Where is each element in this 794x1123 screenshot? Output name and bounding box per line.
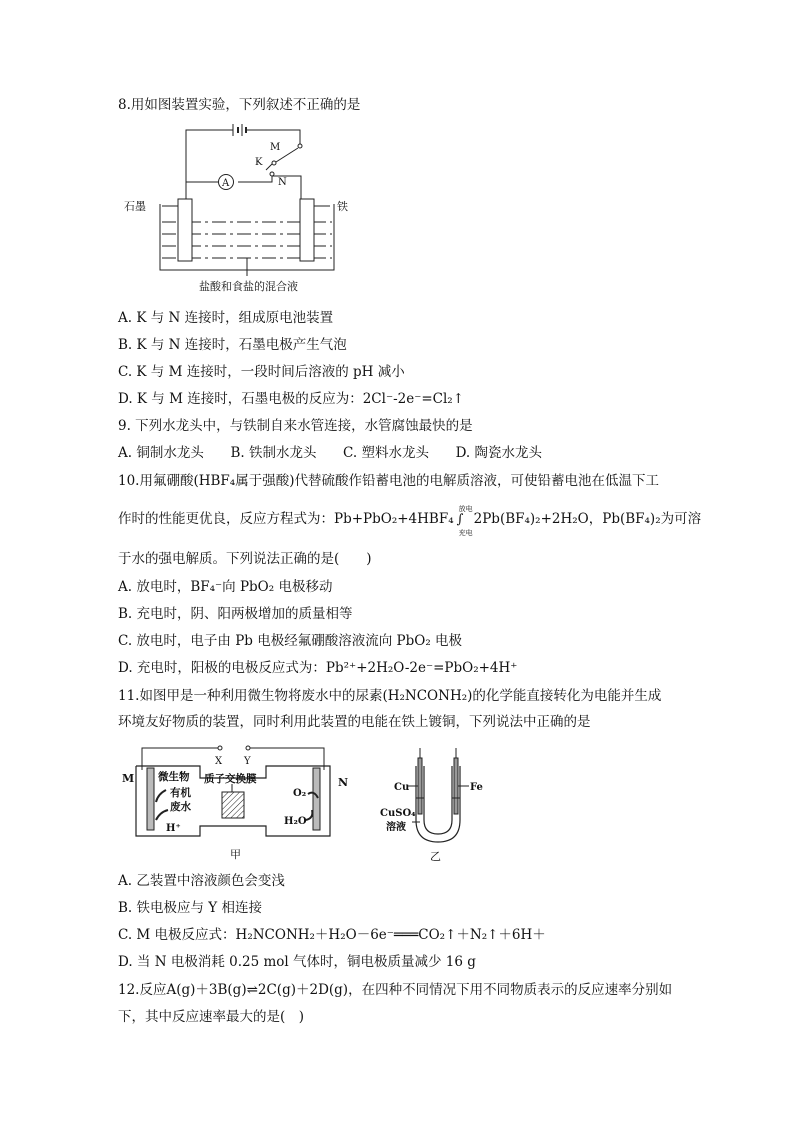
q11-fig-jia-microbial-cell — [118, 738, 348, 864]
q10-option-b: B. 充电时，阴、阳两极增加的质量相等 — [118, 606, 353, 622]
svg-text:废水: 废水 — [170, 801, 191, 813]
q8-option-c: C. K 与 M 连接时，一段时间后溶液的 pH 减小 — [118, 364, 405, 380]
electrode-n — [313, 768, 320, 830]
q8-option-b: B. K 与 N 连接时，石墨电极产生气泡 — [118, 337, 347, 353]
q12-line2: 下，其中反应速率最大的是( ) — [118, 1009, 305, 1025]
svg-text:铁: 铁 — [337, 200, 348, 213]
svg-text:石墨: 石墨 — [124, 200, 146, 213]
q11-option-c: C. M 电极反应式：H₂NCONH₂＋H₂O－6e⁻═══CO₂↑＋N₂↑＋6H＋ — [118, 927, 546, 943]
q11-line2: 环境友好物质的装置，同时利用此装置的电能在铁上镀铜，下列说法中正确的是 — [118, 714, 591, 730]
q8-electrolysis-diagram — [118, 118, 378, 298]
svg-text:H₂O: H₂O — [284, 816, 307, 827]
proton-exchange-membrane — [222, 792, 244, 818]
svg-text:Cu: Cu — [394, 782, 410, 793]
q11-option-a: A. 乙装置中溶液颜色会变浅 — [118, 873, 285, 889]
q12-line1: 12.反应A(g)＋3B(g)⇌2C(g)＋2D(g)，在四种不同情况下用不同物质表示的反应速率分别如 — [118, 982, 673, 998]
q10-line2: 作时的性能更优良，反应方程式为：Pb+PbO₂+4HBF₄ 放电 ∫ 充电 2Pb(BF₄)₂+2H₂O，Pb(BF₄)₂为可溶 — [118, 504, 702, 537]
reversible-arrow-icon: 放电 ∫ 充电 — [456, 504, 473, 537]
q9-options — [118, 444, 542, 462]
svg-text:X: X — [215, 756, 223, 767]
q11-option-b: B. 铁电极应与 Y 相连接 — [118, 900, 262, 916]
q10-option-d: D. 充电时，阳极的电极反应式为：Pb²⁺+2H₂O-2e⁻=PbO₂+4H⁺ — [118, 660, 518, 676]
svg-text:K: K — [255, 157, 263, 168]
svg-text:N: N — [278, 177, 287, 188]
svg-text:溶液: 溶液 — [386, 822, 406, 833]
graphite-electrode — [178, 199, 192, 261]
q9-stem: 9. 下列水龙头中，与铁制自来水管连接，水管腐蚀最快的是 — [118, 418, 473, 434]
q9-option-c: C. 塑料水龙头 — [343, 445, 429, 461]
q8-stem: 8.用如图装置实验，下列叙述不正确的是 — [118, 97, 361, 113]
q11-line1: 11.如图甲是一种利用微生物将废水中的尿素(H₂NCONH₂)的化学能直接转化为电能并生成 — [118, 688, 662, 704]
svg-text:盐酸和食盐的混合液: 盐酸和食盐的混合液 — [199, 280, 298, 293]
q10-option-a: A. 放电时，BF₄⁻向 PbO₂ 电极移动 — [118, 579, 333, 595]
svg-text:H⁺: H⁺ — [166, 823, 181, 834]
q8-option-a: A. K 与 N 连接时，组成原电池装置 — [118, 310, 334, 326]
svg-text:M: M — [122, 772, 135, 785]
q10-line3: 于水的强电解质。下列说法正确的是( ) — [118, 551, 372, 567]
svg-text:O₂: O₂ — [293, 788, 307, 799]
iron-electrode-yi — [454, 758, 458, 814]
svg-text:CuSO₄: CuSO₄ — [380, 808, 416, 819]
svg-text:甲: 甲 — [230, 848, 241, 861]
svg-text:Fe: Fe — [470, 782, 483, 793]
svg-text:M: M — [270, 142, 281, 153]
copper-electrode — [418, 758, 422, 814]
svg-text:质子交换膜: 质子交换膜 — [204, 773, 257, 785]
q8-option-d: D. K 与 M 连接时，石墨电极的反应为：2Cl⁻-2e⁻=Cl₂↑ — [118, 391, 465, 407]
svg-text:N: N — [338, 776, 348, 789]
arrow-icon — [156, 790, 166, 802]
svg-text:A: A — [222, 178, 230, 189]
electrode-m — [147, 768, 154, 830]
q9-option-b: B. 铁制水龙头 — [230, 445, 317, 461]
svg-text:Y: Y — [244, 756, 251, 767]
q10-option-c: C. 放电时，电子由 Pb 电极经氟硼酸溶液流向 PbO₂ 电极 — [118, 633, 463, 649]
q9-option-a: A. 铜制水龙头 — [118, 445, 204, 461]
svg-text:微生物: 微生物 — [158, 771, 190, 783]
q10-line1: 10.用氟硼酸(HBF₄属于强酸)代替硫酸作铅蓄电池的电解质溶液，可使铅蓄电池在低温下工 — [118, 473, 659, 489]
iron-electrode — [300, 199, 314, 261]
svg-text:乙: 乙 — [430, 850, 441, 863]
q11-fig-yi-utube — [376, 738, 496, 864]
q9-option-d: D. 陶瓷水龙头 — [455, 445, 543, 461]
svg-text:有机: 有机 — [170, 787, 191, 799]
q11-option-d: D. 当 N 电极消耗 0.25 mol 气体时，铜电极质量减少 16 g — [118, 954, 476, 970]
